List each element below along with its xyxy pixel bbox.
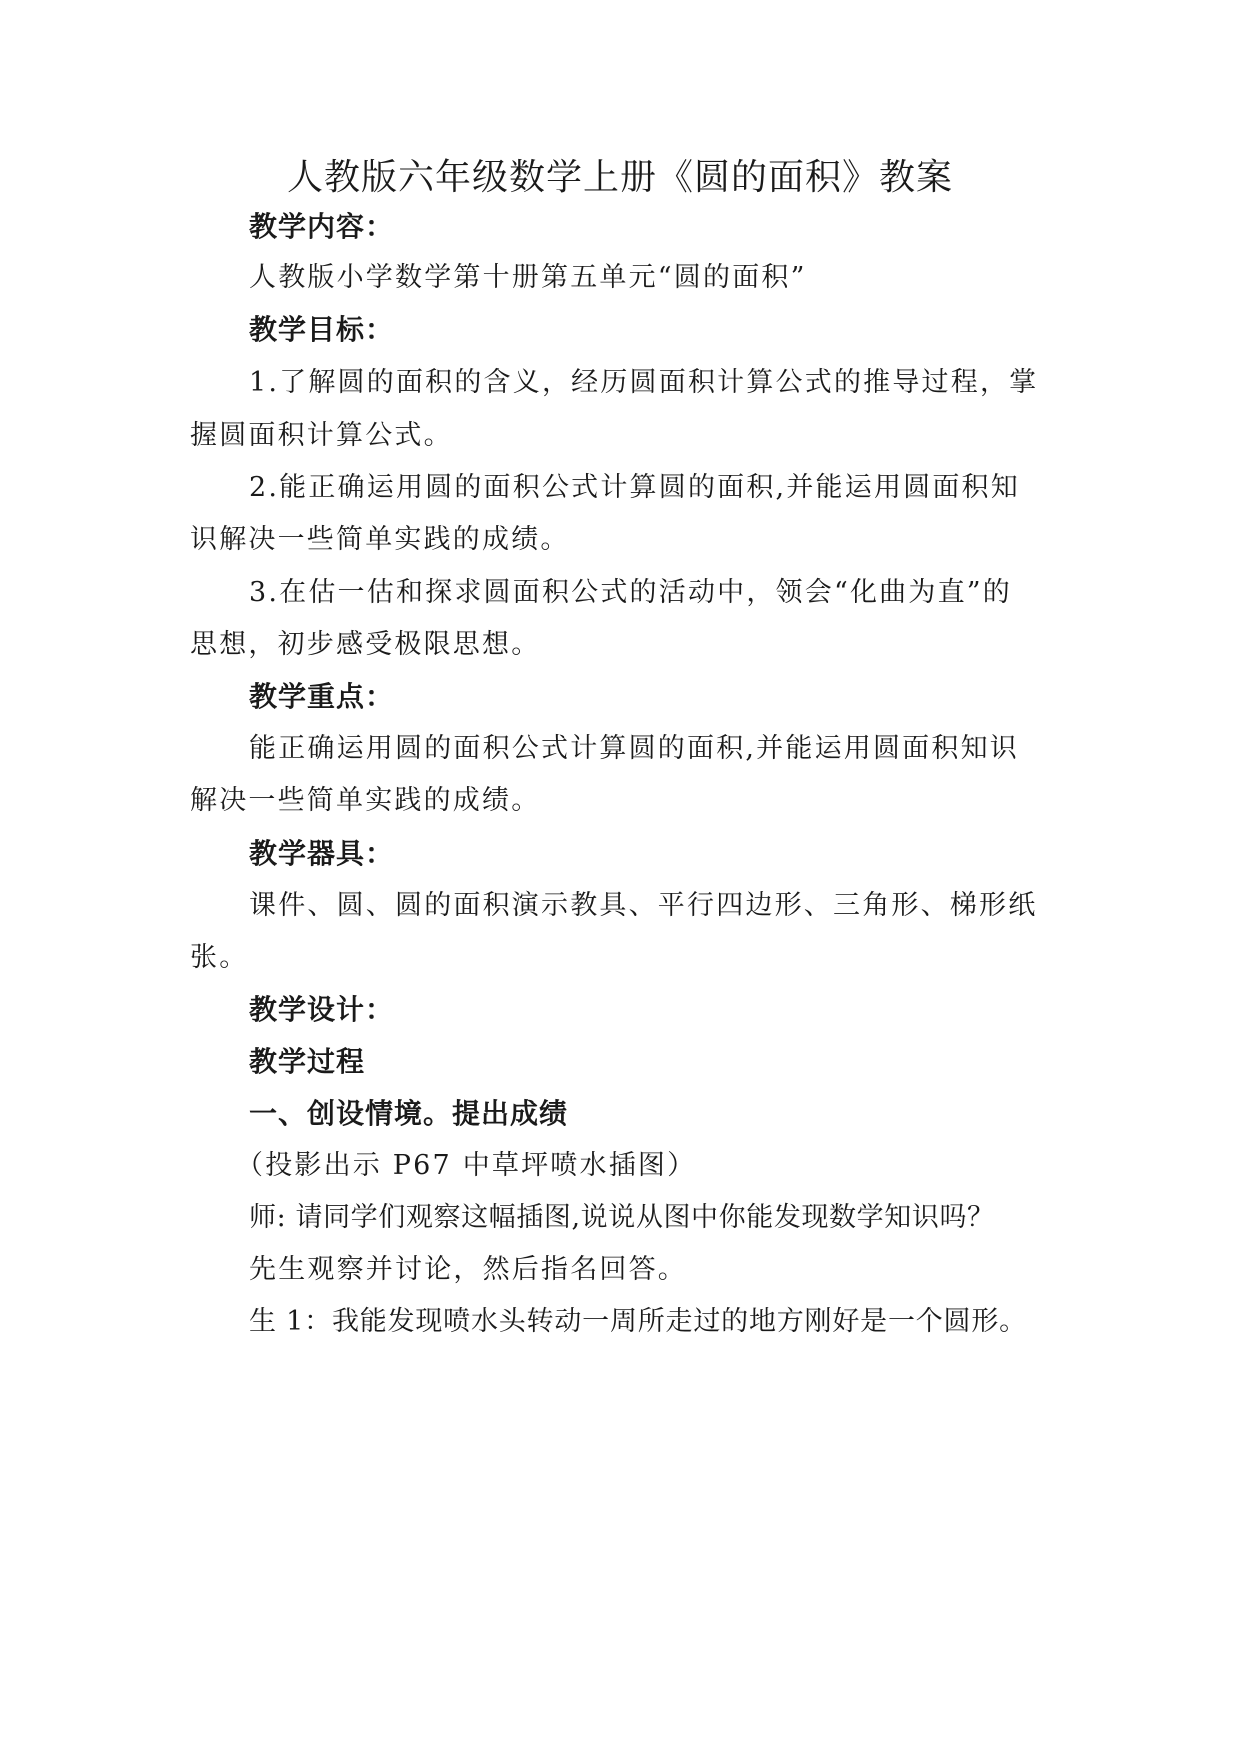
tools-line-2: 张。 [190,942,249,973]
teaching-content-text: 人教版小学数学第十册第五单元“圆的面积” [249,262,807,293]
goal-1-line-2: 握圆面积计算公式。 [190,420,453,451]
teacher-line: 师: 请同学们观察这幅插图,说说从图中你能发现数学知识吗？ [249,1202,995,1233]
goal-3-line-1: 3.在估一估和探求圆面积公式的活动中，领会“化曲为直”的 [249,577,1012,608]
section-1-heading: 一、创设情境。提出成绩 [249,1097,569,1130]
teaching-content-heading: 教学内容： [249,210,395,243]
teaching-goals-heading: 教学目标： [249,313,395,346]
document-title: 人教版六年级数学上册《圆的面积》教案 [286,157,953,198]
teaching-process-heading: 教学过程 [249,1045,366,1078]
section-1-note: （投影出示 P67 中草坪喷水插图） [236,1150,697,1181]
keypoint-line-1: 能正确运用圆的面积公式计算圆的面积,并能运用圆面积知识 [249,733,1019,764]
goal-2-line-1: 2.能正确运用圆的面积公式计算圆的面积,并能运用圆面积知 [249,472,1020,503]
tools-line-1: 课件、圆、圆的面积演示教具、平行四边形、三角形、梯形纸 [249,890,1038,921]
teaching-tools-heading: 教学器具： [249,837,395,870]
goal-1-line-1: 1.了解圆的面积的含义，经历圆面积计算公式的推导过程，掌 [249,367,1039,398]
goal-3-line-2: 思想，初步感受极限思想。 [190,629,541,660]
teaching-design-heading: 教学设计： [249,993,395,1026]
keypoint-line-2: 解决一些简单实践的成绩。 [190,785,541,816]
student-1-line: 生 1：我能发现喷水头转动一周所走过的地方刚好是一个圆形。 [249,1306,1027,1337]
teaching-keypoint-heading: 教学重点： [249,680,395,713]
goal-2-line-2: 识解决一些简单实践的成绩。 [190,524,570,555]
instruction-line: 先生观察并讨论，然后指名回答。 [249,1254,687,1285]
